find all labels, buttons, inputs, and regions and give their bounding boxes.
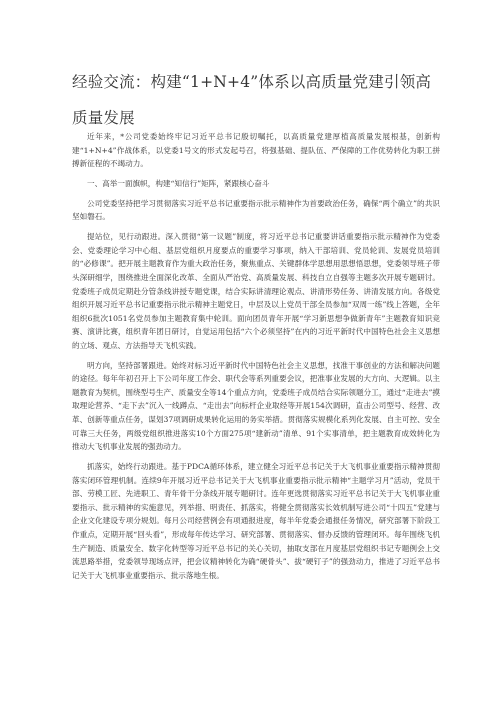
paragraph: 提站位，见行动跟进。深入贯彻“第一议题”制度，将习近平总书记重要讲话重要指示批示精神作为党委会、党委理论学习中心组、基层党组织月度要点的重要学习事项，纳入干部培训、党员轮训、发展党员培训的“必修课”。把开展主题教育作为重大政治任务，聚焦重点、关键群体学思想用思想悟思想，党委领导班子带头深研细学，围绕推进全面深化改革、全面从严治党、高质量发展、科技自立自强等主题多次开展专题研讨。党委班子成员定期赴分管条线讲授专题党课，结合实际讲清理论观点、讲清形势任务、讲清发展方向。各级党组织开展习近平总书记重要指示批示精神主题党日，中层及以上党员干部全员参加“双周一练”线上答题，全年组织6批次1051名党员参加主题教育集中轮训。面向团员青年开展“学习新思想争做新青年”主题教育知识竞赛、演讲比赛，组织青年团日研讨，自觉运用包括“六个必须坚持”在内的习近平新时代中国特色社会主义思想的立场、观点、方法指导天飞机实践。: [72, 232, 440, 350]
document-title-line2: 质量发展: [72, 109, 135, 127]
paragraph-intro: 近年来，*公司党委始终牢记习近平总书记殷切嘱托，以高质量党建厚植高质量发展根基，创新构建“1+N+4”作战体系，以党委1号文的形式发起号召，将强基础、提队伍、严保障的工作优势转化为职工拼搏新征程的不竭动力。: [72, 132, 440, 169]
paragraph: 公司党委坚持把学习贯彻落实习近平总书记重要指示批示精神作为首要政治任务，确保“两个确立”的共识坚如磐石。: [72, 198, 440, 222]
paragraph: 抓落实，始终行动跟进。基于PDCA循环体系，建立健全习近平总书记关于大飞机事业重要指示精神贯彻落实闭环管理机制。连续9年开展习近平总书记关于大飞机事业重要指示批示精神“主题学习月”活动，党员干部、劳模工匠、先进职工、青年骨干分条线开展专题研讨。连年更选贯彻落实习近平总书记关于大飞机事业重要指示、批示精神的实施意见，列举措、明责任、抓落实，将健全贯彻落实长效机制写进公司“十四五”党建与企业文化建设专项分规划。每月公司经营例会有项通报进度，每半年党委会通报任务情况，研究部署下阶段工作重点，定期开展“回头看”，形成每年传达学习、研究部署、贯彻落实、督办反馈的管理闭环。每年围绕飞机生产制造、质量安全、数字化转型等习近平总书记的关心关切，抽取支部在月度基层党组织书记专题例会上交流思路举措，党委领导现场点评，把会议精神转化为确“硬骨头”、拔“硬钉子”的强劲动力，推进了习近平总书记关于大飞机事业重要指示、批示落地生根。: [72, 462, 440, 580]
paragraph: 明方向，坚持部署跟进。始终对标习近平新时代中国特色社会主义思想，找准干事创业的方法和解决问题的途径。每年年初召开上下公司年度工作会、职代会等系列重要会议，把准事业发展的大方向、大逻辑。以主题教育为契机，围绕型号生产、质量安全等14个重点方向，党委班子成员结合实际领题分工，通过“走进去”摸取理论营养、“走下去”沉入一线蹲点、“走出去”向标杆企业取经等开展154次调研，直击公司型号、经营、改革、创新等重点任务，谋划37项调研成果转化运用的务实举措。贯彻落实规模化系列化发展、自主可控、安全可靠三大任务，两级党组织推进落实10个方面275项“建新动”清单、91个实事清单，把主题教育成效转化为推动大飞机事业发展的强劲动力。: [72, 360, 440, 452]
document-title-line1: 经验交流：构建“1+N+4”体系以高质量党建引领高: [72, 73, 432, 91]
section-heading: 一、高举一面旗帜，构建“知信行”矩阵，紧跟核心奋斗: [87, 178, 270, 188]
document-body: [72, 130, 440, 589]
